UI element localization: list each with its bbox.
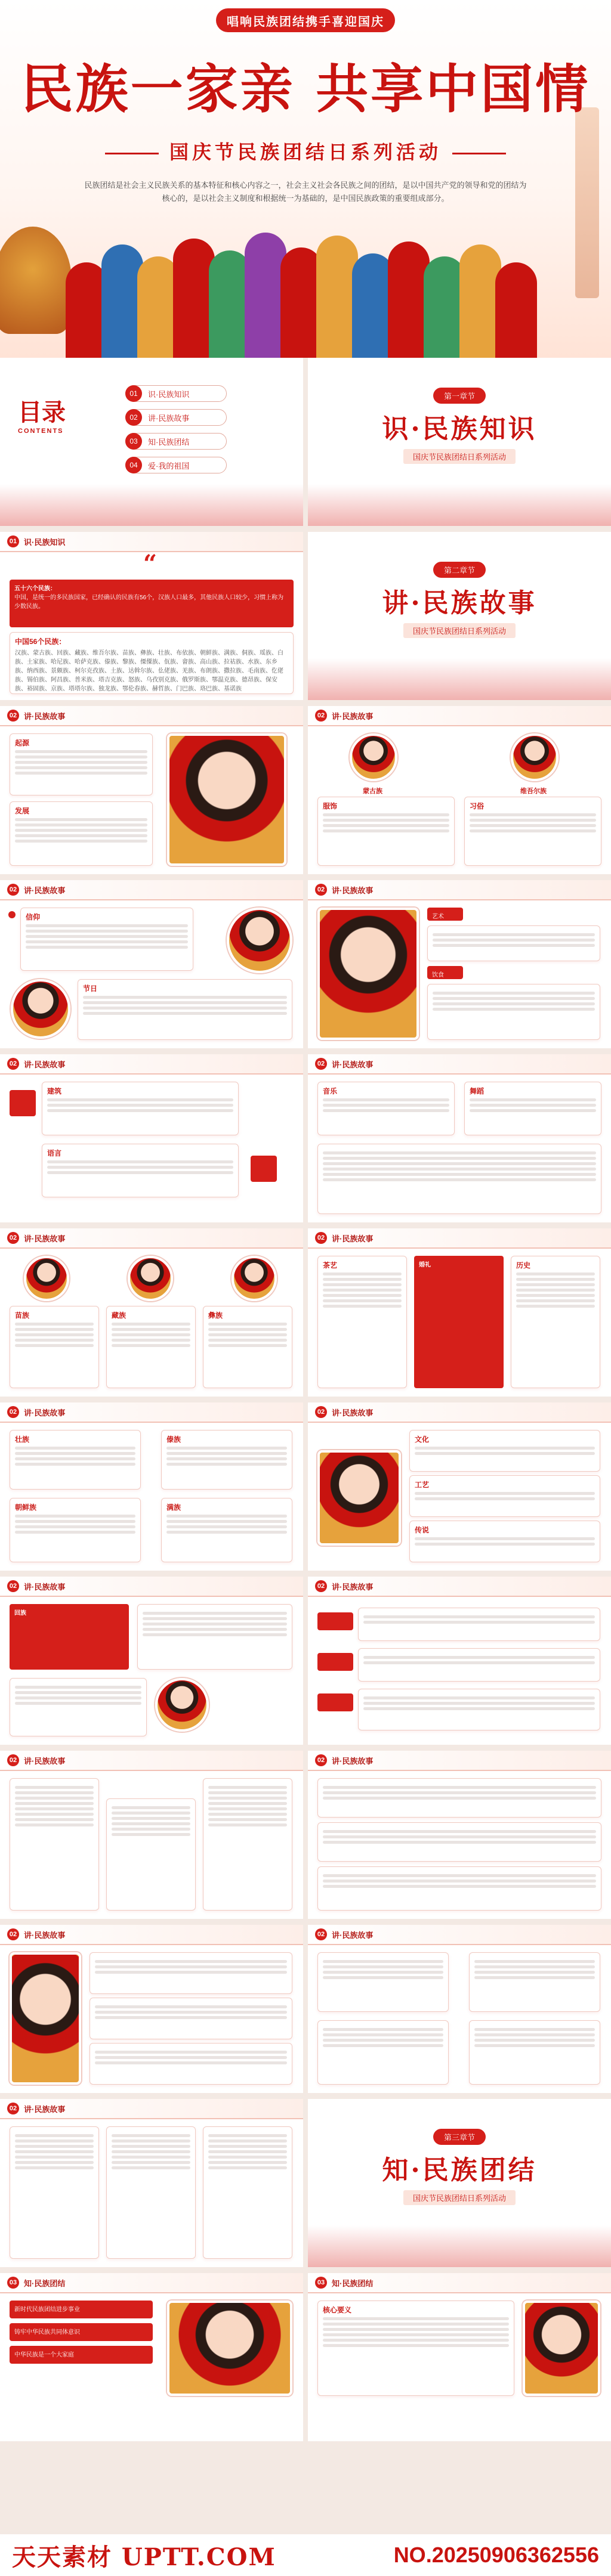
slide-header <box>308 2273 611 2293</box>
story-slide <box>0 1751 303 1919</box>
text-placeholder <box>95 2051 287 2064</box>
unity-point: 新时代民族团结进步事业 <box>10 2301 153 2318</box>
chapter-1-slide <box>308 358 611 526</box>
unity-slide <box>308 2273 611 2441</box>
text-placeholder <box>323 2317 509 2347</box>
story-card <box>409 1430 600 1472</box>
text-placeholder <box>112 1806 190 1836</box>
hero-subtitle-text: 国庆节民族团结日系列活动 <box>169 141 442 163</box>
text-placeholder <box>363 1656 595 1664</box>
story-card <box>203 1778 292 1911</box>
section-number: 02 <box>315 884 327 896</box>
toc-title: 目录 <box>18 398 66 426</box>
skyline-decoration <box>0 484 303 526</box>
text-placeholder <box>323 1830 596 1844</box>
section-title: 讲·民族故事 <box>24 1930 66 1940</box>
text-placeholder <box>15 1515 135 1534</box>
text-placeholder <box>415 1492 595 1500</box>
text-placeholder <box>208 1323 287 1347</box>
story-card <box>78 979 292 1040</box>
story-slide <box>0 706 303 874</box>
toc-slide <box>0 358 303 526</box>
chapter-badge: 第一章节 <box>433 388 486 404</box>
section-title: 识·民族知识 <box>24 537 66 547</box>
text-placeholder <box>323 1960 443 1979</box>
chapter-title: 知·民族团结 <box>382 2155 537 2185</box>
knowledge-h1: 五十六个民族： <box>14 586 56 592</box>
story-card <box>10 1498 141 1562</box>
text-placeholder <box>112 1323 190 1347</box>
slide-header <box>0 1751 303 1771</box>
story-card <box>10 2126 99 2259</box>
ethnic-portrait-image <box>155 1678 209 1732</box>
card-heading: 发展 <box>15 807 30 815</box>
chapter-title: 识·民族知识 <box>382 414 537 444</box>
story-card <box>90 2043 292 2085</box>
slide-header <box>0 532 303 552</box>
hero-title: 民族一家亲 共享中国情 <box>20 58 591 120</box>
ethnic-portrait-image <box>232 1256 277 1301</box>
text-placeholder <box>15 1786 94 1826</box>
story-slide <box>308 1925 611 2093</box>
card-heading: 壮族 <box>15 1435 30 1444</box>
section-title: 讲·民族故事 <box>332 711 374 721</box>
slide-header <box>0 880 303 900</box>
slide-header <box>308 1751 611 1771</box>
knowledge-h2: 中国56个民族： <box>15 637 66 646</box>
unity-point: 中华民族是一个大家庭 <box>10 2346 153 2364</box>
story-slide <box>308 880 611 1048</box>
story-card <box>427 925 600 961</box>
story-highlight-box <box>10 1604 129 1670</box>
story-slide <box>0 1228 303 1397</box>
ethnic-portrait-image <box>317 908 419 1040</box>
text-placeholder <box>433 992 595 1011</box>
cube-icon <box>10 1090 36 1116</box>
story-slide <box>0 880 303 1048</box>
story-card <box>10 733 153 795</box>
story-slide <box>0 1577 303 1745</box>
section-number: 03 <box>315 2277 327 2289</box>
skyline-decoration <box>308 2225 611 2267</box>
card-heading: 语言 <box>47 1149 62 1157</box>
story-slide <box>308 1402 611 1571</box>
card-heading: 彝族 <box>208 1311 223 1320</box>
toc-item-label: 讲·民族故事 <box>148 413 190 423</box>
section-number: 01 <box>7 535 19 547</box>
toc-item-number: 02 <box>125 409 142 426</box>
text-placeholder <box>433 933 595 947</box>
story-slide <box>0 1054 303 1222</box>
chapter-badge: 第三章节 <box>433 2129 486 2145</box>
section-title: 讲·民族故事 <box>24 886 66 895</box>
card-heading: 习俗 <box>470 802 485 810</box>
text-placeholder <box>323 1272 402 1308</box>
chapter-subtitle: 国庆节民族团结日系列活动 <box>403 449 516 464</box>
ethnic-crowd-illustration <box>0 227 611 358</box>
card-heading: 回族 <box>14 1610 26 1617</box>
text-placeholder <box>363 1696 595 1710</box>
section-number: 02 <box>315 1754 327 1766</box>
text-placeholder <box>112 2134 190 2169</box>
unity-point: 铸牢中华民族共同体意识 <box>10 2323 153 2341</box>
story-card <box>90 1998 292 2039</box>
text-placeholder <box>15 818 147 843</box>
section-number: 02 <box>315 1580 327 1592</box>
story-card <box>106 2126 196 2259</box>
toc-item-number: 04 <box>125 457 142 473</box>
section-title: 知·民族团结 <box>332 2278 374 2288</box>
story-tag <box>317 1653 353 1671</box>
text-placeholder <box>15 2134 94 2169</box>
slide-row <box>0 1228 611 1402</box>
story-slide <box>308 1751 611 1919</box>
story-card <box>10 801 153 866</box>
section-title: 讲·民族故事 <box>332 1756 374 1766</box>
slide-row <box>0 1751 611 1925</box>
story-card <box>203 1306 292 1388</box>
chapter-title: 讲·民族故事 <box>382 588 537 618</box>
slide-row <box>0 532 611 706</box>
section-number: 02 <box>7 1406 19 1418</box>
card-heading: 舞蹈 <box>470 1087 485 1095</box>
knowledge-list-card <box>10 632 294 694</box>
story-slide <box>0 1925 303 2093</box>
ethnic-portrait-image <box>10 1952 81 2085</box>
story-card <box>464 797 601 866</box>
section-number: 02 <box>315 1928 327 1940</box>
toc-item-2[interactable] <box>125 409 227 426</box>
story-tag: 饮食 <box>427 966 463 979</box>
story-card <box>317 1256 407 1388</box>
text-placeholder <box>474 1960 595 1979</box>
card-heading: 苗族 <box>15 1311 30 1320</box>
text-placeholder <box>15 1686 141 1705</box>
toc-item-1[interactable] <box>125 385 227 402</box>
unity-slide <box>0 2273 303 2441</box>
slide-header <box>308 1402 611 1423</box>
text-placeholder <box>470 1098 596 1112</box>
story-card <box>106 1798 196 1911</box>
ethnic-portrait-image <box>317 1450 401 1546</box>
card-heading: 朝鲜族 <box>15 1503 37 1512</box>
slide-header <box>308 1577 611 1597</box>
section-title: 讲·民族故事 <box>24 711 66 721</box>
slide-row <box>0 358 611 532</box>
story-card <box>317 1822 601 1862</box>
knowledge-intro-box <box>10 580 294 627</box>
ethnic-portrait-image <box>227 908 292 973</box>
ethnic-portrait-image <box>128 1256 173 1301</box>
story-card <box>10 1306 99 1388</box>
text-placeholder <box>323 1786 596 1800</box>
story-slide <box>0 1402 303 1571</box>
text-placeholder <box>26 924 188 949</box>
story-card <box>427 984 600 1040</box>
toc-item-label: 爱·我的祖国 <box>148 461 190 470</box>
ethnic-portrait-image <box>167 733 286 866</box>
card-heading: 起源 <box>15 739 30 747</box>
section-title: 讲·民族故事 <box>332 1582 374 1592</box>
chapter-badge: 第二章节 <box>433 562 486 578</box>
slide-header <box>0 706 303 726</box>
section-number: 02 <box>7 1232 19 1244</box>
section-title: 讲·民族故事 <box>332 1930 374 1940</box>
text-placeholder <box>15 1447 135 1466</box>
story-card <box>20 908 193 971</box>
story-card <box>90 1952 292 1994</box>
ethnic-portrait-image <box>24 1256 69 1301</box>
chapter-2-slide <box>308 532 611 700</box>
card-heading: 节日 <box>83 984 98 993</box>
knowledge-p1: 中国，是统一的多民族国家，已经确认的民族有56个，汉族人口最多，其他民族人口较少，习惯上称为少数民族。 <box>14 595 284 610</box>
text-placeholder <box>415 1447 595 1455</box>
chapter-subtitle: 国庆节民族团结日系列活动 <box>403 2190 516 2205</box>
slide-header <box>308 1228 611 1249</box>
slide-header <box>308 880 611 900</box>
text-placeholder <box>208 1786 287 1826</box>
story-card <box>317 1082 455 1135</box>
story-tag <box>317 1612 353 1630</box>
section-title: 讲·民族故事 <box>24 1060 66 1069</box>
section-number: 03 <box>7 2277 19 2289</box>
skyline-decoration <box>308 484 611 526</box>
slide-header <box>0 2099 303 2119</box>
section-title: 讲·民族故事 <box>24 1582 66 1592</box>
section-number: 02 <box>7 2103 19 2114</box>
story-card <box>317 2301 514 2396</box>
card-heading: 文化 <box>415 1435 430 1444</box>
card-heading: 藏族 <box>112 1311 126 1320</box>
ethnic-portrait-image <box>11 979 70 1039</box>
hero-subtitle <box>0 137 611 165</box>
section-title: 讲·民族故事 <box>332 1060 374 1069</box>
section-title: 讲·民族故事 <box>24 2104 66 2114</box>
slide-header <box>0 1925 303 1945</box>
ethnic-portrait-image <box>350 733 397 781</box>
chapter-3-block <box>308 2129 611 2205</box>
cube-icon <box>251 1156 277 1182</box>
story-card <box>10 1430 141 1490</box>
section-title: 讲·民族故事 <box>24 1408 66 1417</box>
chapter-2-block <box>308 562 611 638</box>
story-card <box>203 2126 292 2259</box>
section-title: 知·民族团结 <box>24 2278 66 2288</box>
section-number: 02 <box>7 710 19 722</box>
text-placeholder <box>323 1151 596 1181</box>
story-card <box>464 1082 601 1135</box>
slide-header <box>0 1577 303 1597</box>
slide-header <box>0 1228 303 1249</box>
slide-row <box>0 1577 611 1751</box>
text-placeholder <box>83 996 287 1015</box>
text-placeholder <box>323 1098 449 1112</box>
story-slide <box>308 706 611 874</box>
story-card <box>161 1498 292 1562</box>
slide-row <box>0 2099 611 2273</box>
story-slide <box>308 1228 611 1397</box>
card-heading: 服饰 <box>323 802 338 810</box>
chapter-1-block <box>308 388 611 464</box>
watermark-footer <box>0 2534 611 2576</box>
story-slide <box>308 1577 611 1745</box>
skyline-decoration <box>308 658 611 700</box>
story-card <box>409 1521 600 1562</box>
toc-item-label: 识·民族知识 <box>148 389 190 399</box>
text-placeholder <box>323 2028 443 2047</box>
slide-row <box>0 880 611 1054</box>
text-placeholder <box>363 1615 595 1624</box>
section-number: 02 <box>315 1058 327 1070</box>
knowledge-p2: 汉族、蒙古族、回族、藏族、维吾尔族、苗族、彝族、壮族、布依族、朝鲜族、满族、侗族、瑶族、白族、土家族、哈尼族、哈萨克族、傣族、黎族、傈僳族、佤族、畲族、高山族、拉祜族、水族、东乡族、纳西族、景颇族、柯尔克孜族、土族、达斡尔族、仫佬族、羌族、布朗族、撒拉族、毛南族、仡佬族、锡伯族、阿昌族、普米族、塔吉克族、怒族、乌孜别克族、俄罗斯族、鄂温克族、德昂族、保安族、裕固族、京族、塔塔尔族、独龙族、鄂伦春族、赫哲族、门巴族、珞巴族、基诺族 <box>15 650 283 692</box>
story-card <box>317 1866 601 1911</box>
story-card <box>42 1082 239 1135</box>
story-card <box>469 2020 600 2085</box>
slide-header <box>308 1054 611 1075</box>
section-number: 02 <box>7 1928 19 1940</box>
story-card <box>358 1608 600 1641</box>
card-heading: 音乐 <box>323 1087 338 1095</box>
text-placeholder <box>208 2134 287 2169</box>
text-placeholder <box>47 1098 233 1112</box>
story-card <box>10 1778 99 1911</box>
slide-row <box>0 1054 611 1228</box>
slide-header <box>0 1054 303 1075</box>
statue-photo-image <box>523 2301 600 2396</box>
toc-item-number: 03 <box>125 433 142 450</box>
slide-header <box>308 1925 611 1945</box>
text-placeholder <box>323 813 449 832</box>
text-placeholder <box>143 1612 287 1636</box>
text-placeholder <box>15 750 147 775</box>
story-card <box>106 1306 196 1388</box>
story-tag: 艺术 <box>427 908 463 921</box>
story-card <box>317 1778 601 1818</box>
text-placeholder <box>516 1272 595 1308</box>
story-card <box>161 1430 292 1490</box>
card-heading: 建筑 <box>47 1087 62 1095</box>
story-card <box>10 1678 147 1736</box>
slide-header <box>308 706 611 726</box>
text-placeholder <box>323 1874 596 1888</box>
text-placeholder <box>166 1447 287 1466</box>
section-title: 讲·民族故事 <box>332 1408 374 1417</box>
section-number: 02 <box>7 884 19 896</box>
story-card <box>317 2020 449 2085</box>
text-placeholder <box>474 2028 595 2047</box>
watermark-site: 天天素材 UPTT.COM <box>12 2543 276 2571</box>
toc-item-4[interactable] <box>125 457 227 473</box>
story-card <box>317 797 455 866</box>
text-placeholder <box>470 813 596 832</box>
story-slide <box>0 2099 303 2267</box>
card-heading: 传说 <box>415 1526 430 1534</box>
card-heading: 满族 <box>166 1503 181 1512</box>
knowledge-slide <box>0 532 303 700</box>
toc-item-3[interactable] <box>125 433 227 450</box>
slide-row <box>0 2273 611 2447</box>
chapter-subtitle: 国庆节民族团结日系列活动 <box>403 623 516 638</box>
story-card <box>317 1952 449 2012</box>
hero-ribbon: 唱响民族团结携手喜迎国庆 <box>216 8 395 32</box>
story-card <box>358 1689 600 1730</box>
section-title: 讲·民族故事 <box>332 1234 374 1243</box>
story-card <box>42 1144 239 1197</box>
ethnic-name-label: 蒙古族 <box>363 788 382 795</box>
story-card <box>469 1952 600 2012</box>
card-heading: 婚礼 <box>419 1262 431 1268</box>
card-heading: 傣族 <box>166 1435 181 1444</box>
section-number: 02 <box>7 1580 19 1592</box>
text-placeholder <box>47 1160 233 1174</box>
card-heading: 核心要义 <box>323 2306 352 2314</box>
section-number: 02 <box>315 1406 327 1418</box>
section-number: 02 <box>7 1058 19 1070</box>
slide-row <box>0 1925 611 2099</box>
section-title: 讲·民族故事 <box>24 1756 66 1766</box>
hero-banner <box>0 0 611 358</box>
section-number: 02 <box>315 710 327 722</box>
text-placeholder <box>415 1537 595 1546</box>
chapter-3-slide <box>308 2099 611 2267</box>
card-heading: 历史 <box>516 1261 531 1270</box>
ethnic-name-label: 维吾尔族 <box>520 788 547 795</box>
ethnic-portrait-image <box>511 733 558 781</box>
card-heading: 工艺 <box>415 1481 430 1489</box>
quote-mark-icon: “ <box>143 550 158 578</box>
toc-item-label: 知·民族团结 <box>148 437 190 447</box>
slide-row <box>0 1402 611 1577</box>
story-card <box>358 1648 600 1682</box>
story-tag <box>317 1693 353 1711</box>
slide-row <box>0 706 611 880</box>
toc-item-number: 01 <box>125 385 142 402</box>
watermark-number: NO.20250906362556 <box>393 2543 599 2567</box>
slide-header <box>0 1402 303 1423</box>
card-heading: 信仰 <box>26 913 41 921</box>
toc-heading <box>18 394 66 435</box>
story-card <box>511 1256 600 1388</box>
slide-header <box>0 2273 303 2293</box>
section-number: 02 <box>315 1232 327 1244</box>
festival-photo-image <box>167 2301 292 2396</box>
story-card <box>137 1604 292 1670</box>
section-number: 02 <box>7 1754 19 1766</box>
hero-intro: 民族团结是社会主义民族关系的基本特征和核心内容之一，社会主义社会各民族之间的团结，是以中国共产党的领导和党的团结为核心的，是以社会主义制度和根据统一为基础的，是中国民族政策的重要组成部分。 <box>84 181 527 203</box>
section-title: 讲·民族故事 <box>24 1234 66 1243</box>
toc-subtitle: CONTENTS <box>18 428 64 435</box>
card-heading: 茶艺 <box>323 1261 338 1270</box>
text-placeholder <box>15 1323 94 1347</box>
story-highlight-box <box>414 1256 504 1388</box>
text-placeholder <box>166 1515 287 1534</box>
slide-grid <box>0 358 611 2447</box>
text-placeholder <box>95 1960 287 1974</box>
section-title: 讲·民族故事 <box>332 886 374 895</box>
story-card <box>317 1144 601 1214</box>
story-slide <box>308 1054 611 1222</box>
story-card <box>409 1475 600 1517</box>
text-placeholder <box>95 2005 287 2019</box>
bullet-dot <box>8 911 16 918</box>
